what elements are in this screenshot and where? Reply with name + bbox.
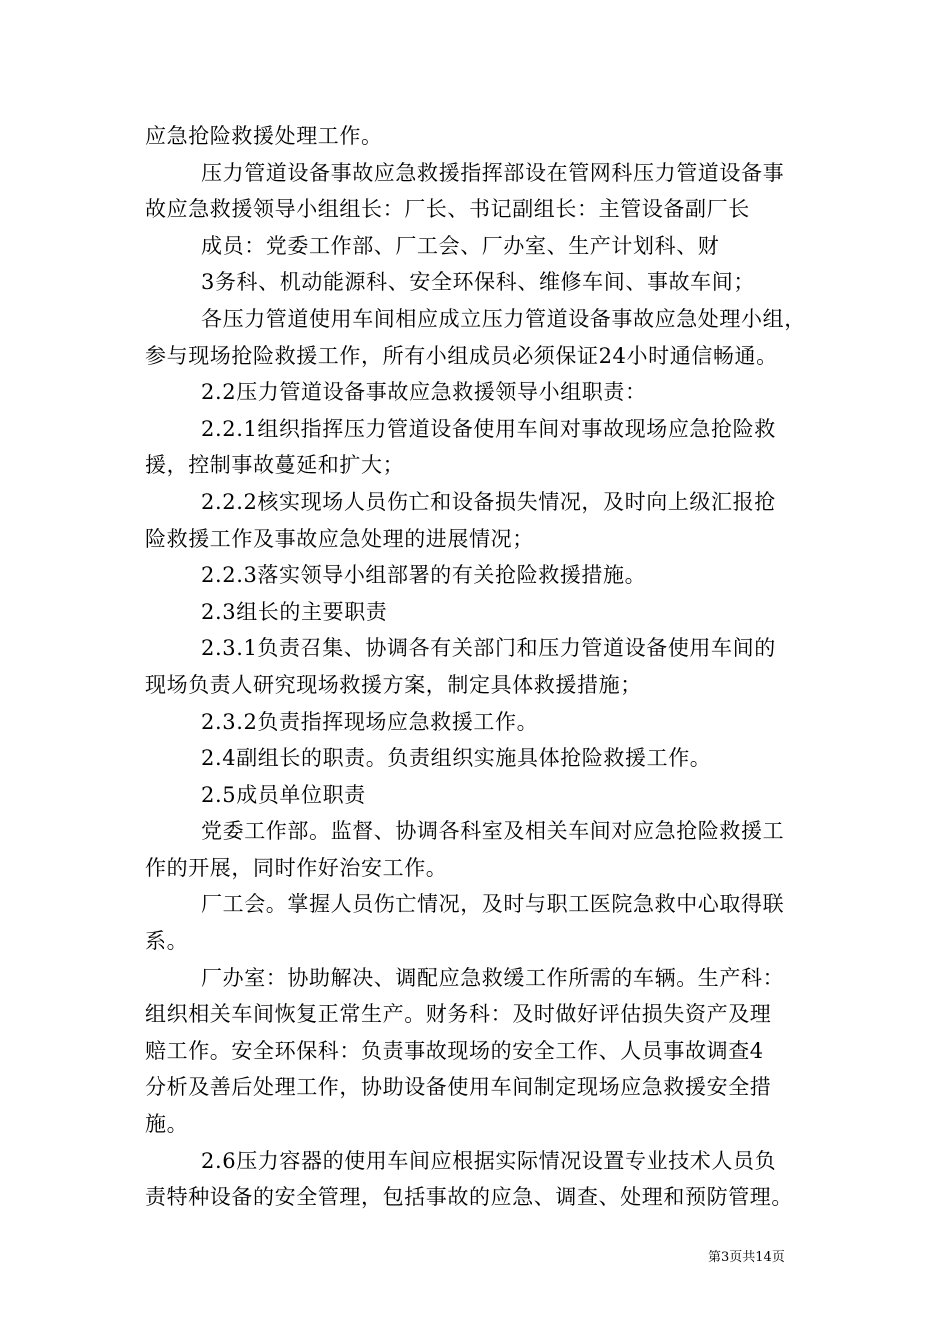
text-line: 2.6压力容器的使用车间应根据实际情况设置专业技术人员负 [201, 1148, 777, 1173]
text-line: 各压力管道使用车间相应成立压力管道设备事故应急处理小组， [201, 306, 806, 331]
text-line: 作的开展，同时作好治安工作。 [145, 855, 448, 880]
text-line: 2.3组长的主要职责 [201, 599, 388, 624]
text-line: 3务科、机动能源科、安全环保科、维修车间、事故车间； [201, 270, 755, 295]
text-line: 赔工作。安全环保科：负责事故现场的安全工作、人员事故调查4 [145, 1038, 764, 1063]
text-line: 参与现场抢险救援工作，所有小组成员必须保证24小时通信畅通。 [145, 343, 778, 368]
text-line: 厂办室：协助解决、调配应急救缓工作所需的车辆。生产科： [201, 965, 785, 990]
text-line: 现场负责人研究现场救援方案，制定具体救援措施； [145, 672, 642, 697]
text-line: 2.2压力管道设备事故应急救援领导小组职责： [201, 380, 647, 405]
text-line: 分析及善后处理工作，协助设备使用车间制定现场应急救援安全措 [145, 1075, 772, 1100]
text-line: 2.3.1负责召集、协调各有关部门和压力管道设备使用车间的 [201, 636, 776, 661]
text-line: 故应急救援领导小组组长：厂长、书记副组长：主管设备副厂长 [145, 197, 750, 222]
text-line: 2.2.2核实现场人员伤亡和设备损失情况，及时向上级汇报抢 [201, 489, 776, 514]
text-line: 2.4副组长的职责。负责组织实施具体抢险救援工作。 [201, 746, 712, 771]
text-line: 压力管道设备事故应急救援指挥部设在管网科压力管道设备事 [201, 160, 785, 185]
text-line: 应急抢险救援处理工作。 [145, 124, 383, 148]
text-line: 2.2.1组织指挥压力管道设备使用车间对事故现场应急抢险救 [201, 416, 776, 441]
text-line: 险救援工作及事故应急处理的进展情况； [145, 526, 534, 551]
text-line: 成员：党委工作部、厂工会、厂办室、生产计划科、财 [201, 233, 720, 258]
text-line: 援，控制事故蔓延和扩大； [145, 453, 405, 478]
text-line: 系。 [145, 929, 189, 954]
text-line: 施。 [145, 1112, 189, 1137]
text-line: 组织相关车间恢复正常生产。财务科：及时做好评估损失资产及理 [145, 1002, 772, 1027]
page-number-footer: 第3页共14页 [708, 1250, 785, 1265]
document-body [145, 118, 810, 1216]
text-line: 党委工作部。监督、协调各科室及相关车间对应急抢险救援工 [201, 819, 785, 844]
text-line: 责特种设备的安全管理，包括事故的应急、调查、处理和预防管理。 [145, 1185, 793, 1210]
text-line: 2.2.3落实领导小组部署的有关抢险救援措施。 [201, 563, 647, 588]
text-line: 厂工会。掌握人员伤亡情况，及时与职工医院急救中心取得联 [201, 892, 785, 917]
text-line: 2.5成员单位职责 [201, 782, 366, 807]
text-line: 2.3.2负责指挥现场应急救援工作。 [201, 709, 539, 734]
